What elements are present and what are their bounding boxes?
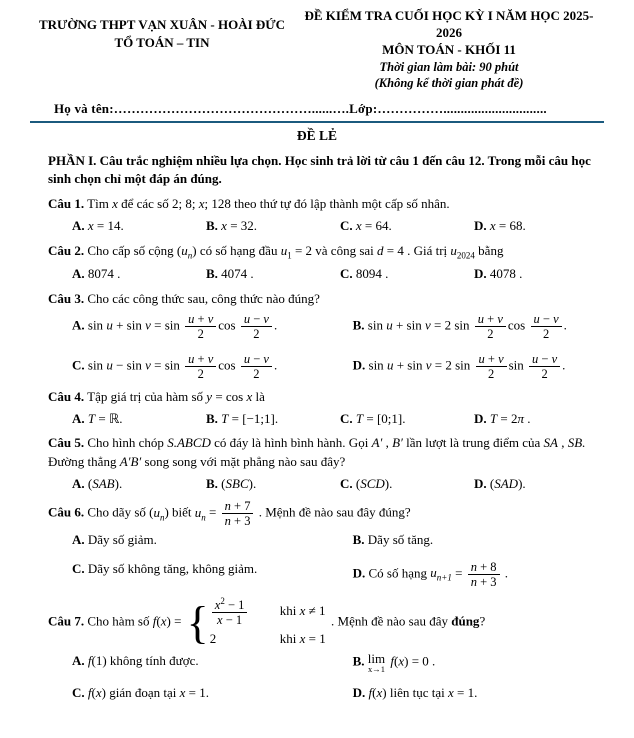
- option-letter: D.: [352, 565, 366, 581]
- math-variable: $u_1$: [280, 242, 292, 261]
- exam-note: (Không kể thời gian phát đề): [374, 75, 524, 90]
- fraction: [531, 312, 562, 341]
- fraction: [241, 352, 272, 381]
- option-A: A. (SAB).: [72, 475, 123, 491]
- part1-heading: PHẦN I. Câu trắc nghiệm nhiều lựa chọn. Học sinh trả lời từ câu 1 đến câu 12. Trong mỗi câu học sinh chọn chỉ một đáp án đúng.: [48, 152, 591, 187]
- option-D: D. x = 68.: [474, 218, 526, 234]
- fraction: [468, 560, 500, 589]
- case-row: 2 khi x = 1: [209, 631, 326, 647]
- option-B: B. sin u + sin v = 2 sin $\frac{u + v}{2}$ cos $\frac{u - v}{2}$ .: [352, 311, 567, 341]
- denominator: 2: [253, 326, 260, 341]
- option-letter: B.: [206, 218, 218, 234]
- option-D: D. T = 2π .: [474, 410, 531, 426]
- option-B: B. (SBC).: [206, 475, 257, 491]
- option-A: A. sin u + sin v = sin $\frac{u + v}{2}$ cos $\frac{u - v}{2}$ .: [72, 311, 278, 341]
- option-C: C. f(x) gián đoạn tại x = 1.: [72, 685, 209, 701]
- option-D: D. 4078 .: [474, 266, 523, 282]
- option-letter: B.: [352, 532, 365, 548]
- option-letter: B.: [352, 653, 365, 669]
- numerator: u + v: [475, 312, 506, 327]
- question-stem: Câu 2. Cho cấp số cộng $(u_n)$ có số hạng đầu $u_1 = 2$ và công sai d = 4 . Giá trị $u_{2024}$ bằng: [48, 242, 504, 261]
- option-letter: D.: [352, 685, 366, 701]
- fraction: [185, 352, 216, 381]
- numerator: u + v: [185, 312, 216, 327]
- math-variable: $u_{n+1}$: [430, 565, 452, 583]
- option-letter: A.: [72, 317, 85, 333]
- option-letter: C.: [72, 560, 85, 576]
- options-row: [48, 217, 604, 235]
- option-D: D. f(x) liên tục tại x = 1.: [352, 685, 478, 701]
- options-row: [48, 265, 604, 283]
- divider-line: [30, 121, 604, 123]
- question-stem: Câu 7. Cho hàm số f(x) = { $\frac{x^2 - 1}{x - 1}$ khi x ≠ 1 2 khi x = 1 . Mệnh đề nào sau đây đúng?: [48, 595, 486, 648]
- option-A: A. Dãy số giảm.: [72, 532, 157, 548]
- option-A: A. T = ℝ.: [72, 410, 123, 426]
- math-variable: $x^2$: [214, 595, 225, 613]
- option-D: D. Có số hạng $u_{n+1}$ = $\frac{n + 8}{n + 3}$ .: [352, 559, 508, 589]
- denominator: 2: [541, 366, 548, 381]
- numerator: u + v: [476, 352, 507, 367]
- question-3: [48, 290, 604, 381]
- question-2: [48, 242, 604, 283]
- question-stem: Câu 3. Cho các công thức sau, công thức nào đúng?: [48, 290, 320, 306]
- question-number: Câu 7.: [48, 613, 85, 629]
- option-D: D. sin u + sin v = 2 sin $\frac{u + v}{2}$ sin $\frac{u - v}{2}$ .: [352, 351, 566, 381]
- question-1: [48, 195, 604, 234]
- denominator: 2: [542, 326, 550, 341]
- option-C: C. (SCD).: [340, 475, 393, 491]
- option-letter: D.: [474, 475, 487, 491]
- question-number: Câu 3.: [48, 290, 85, 306]
- option-letter: C.: [340, 266, 353, 282]
- question-stem: Câu 1. Tìm x để các số 2; 8; x; 128 theo thứ tự đó lập thành một cấp số nhân.: [48, 196, 450, 212]
- option-letter: A.: [72, 475, 85, 491]
- fraction: [529, 352, 560, 381]
- question-6: [48, 499, 604, 589]
- option-B: B. 4074 .: [206, 266, 254, 282]
- school-name: TRƯỜNG THPT VẠN XUÂN - HOÀI ĐỨC: [38, 17, 286, 32]
- exam-subject: MÔN TOÁN - KHỐI 11: [382, 41, 516, 57]
- option-letter: A.: [72, 266, 85, 282]
- denominator: 2: [197, 366, 204, 381]
- question-number: Câu 6.: [48, 504, 85, 520]
- option-letter: A.: [72, 532, 85, 548]
- option-letter: A.: [72, 218, 85, 234]
- case-row: $\frac{x^2 - 1}{x - 1}$ khi x ≠ 1: [210, 596, 326, 627]
- numerator: n + 7: [222, 499, 254, 514]
- question-stem: Câu 4. Tập giá trị của hàm số y = cos x là: [48, 388, 265, 404]
- option-letter: B.: [206, 266, 218, 282]
- question-number: Câu 1.: [48, 196, 85, 212]
- option-A: A. 8074 .: [72, 266, 121, 282]
- option-A: A. x = 14.: [72, 218, 124, 234]
- question-number: Câu 2.: [48, 242, 85, 258]
- numerator: u + v: [185, 352, 216, 367]
- math-variable: $u_{2024}$: [450, 242, 475, 261]
- exam-title: ĐỀ KIỂM TRA CUỐI HỌC KỲ I NĂM HỌC 2025-2026: [304, 8, 594, 40]
- option-letter: A.: [72, 410, 85, 426]
- option-letter: C.: [340, 410, 353, 426]
- denominator: n + 3: [470, 574, 497, 589]
- option-C: C. T = [0;1].: [340, 410, 406, 426]
- fraction: [222, 499, 254, 528]
- department-name: TỔ TOÁN – TIN: [114, 34, 210, 50]
- option-letter: B.: [352, 317, 365, 333]
- denominator: 2: [487, 326, 494, 341]
- option-C: C. x = 64.: [340, 218, 392, 234]
- question-stem: Câu 5. Cho hình chóp S.ABCD có đáy là hình bình hành. Gọi A′ , B′ lần lượt là trung điểm của SA , SB. Đường thẳng A′B′ song song với mặt phẳng nào sau đây?: [48, 435, 586, 469]
- numerator: $x^2 - 1$: [212, 596, 248, 613]
- question-number: Câu 5.: [48, 435, 85, 451]
- question-number: Câu 4.: [48, 388, 85, 404]
- math-variable: $u_n$: [153, 504, 165, 523]
- options-row: [48, 410, 604, 428]
- fraction: [212, 596, 248, 627]
- option-letter: B.: [206, 410, 218, 426]
- denominator: 2: [197, 326, 204, 341]
- cases-brace: {: [186, 596, 209, 648]
- option-letter: C.: [72, 685, 85, 701]
- options-row: [48, 312, 604, 381]
- option-letter: B.: [206, 475, 218, 491]
- page-header: [30, 8, 604, 91]
- numerator: u − v: [529, 352, 560, 367]
- option-B: B. Dãy số tăng.: [352, 532, 434, 548]
- numerator: n + 8: [468, 560, 500, 575]
- fraction: [185, 312, 216, 341]
- exam-duration: Thời gian làm bài: 90 phút: [379, 59, 519, 74]
- option-letter: C.: [72, 357, 85, 373]
- piecewise-cases: [187, 596, 326, 649]
- math-variable: $u_n$: [194, 504, 206, 523]
- school-block: [30, 8, 294, 91]
- questions-container: [30, 195, 604, 702]
- fraction: [475, 312, 506, 341]
- exam-info-block: [294, 8, 604, 91]
- limit-notation: lim x→1: [367, 650, 386, 674]
- math-variable: $u_n$: [181, 242, 193, 261]
- option-B: B. x = 32.: [206, 218, 258, 234]
- option-B: B. T = [−1;1].: [206, 410, 279, 426]
- numerator: u − v: [531, 312, 562, 327]
- numerator: u − v: [241, 352, 272, 367]
- fraction: [476, 352, 507, 381]
- option-D: D. (SAD).: [474, 475, 526, 491]
- denominator: 2: [253, 366, 260, 381]
- denominator: n + 3: [224, 514, 251, 529]
- option-letter: D.: [474, 266, 487, 282]
- option-letter: D.: [352, 357, 366, 373]
- question-4: [48, 388, 604, 427]
- option-C: C. Dãy số không tăng, không giảm.: [72, 560, 258, 576]
- options-row: [48, 475, 604, 493]
- question-stem: Câu 6. Cho dãy số $(u_n)$ biết $u_n$ = $\frac{n + 7}{n + 3}$ . Mệnh đề nào sau đây đúng?: [48, 499, 411, 529]
- numerator: u − v: [241, 312, 272, 327]
- options-row: [48, 652, 604, 702]
- option-letter: C.: [340, 475, 353, 491]
- exam-variant-title: ĐỀ LẺ: [296, 127, 338, 143]
- fraction: [241, 312, 272, 341]
- options-row: [48, 531, 604, 589]
- denominator: 2: [487, 366, 495, 381]
- student-name-line: Họ và tên:………………………………………......….Lớp:……………..............................: [54, 101, 547, 117]
- option-A: A. f(1) không tính được.: [72, 652, 199, 668]
- question-7: [48, 596, 604, 702]
- denominator: x − 1: [217, 613, 243, 628]
- option-C: C. 8094 .: [340, 266, 389, 282]
- option-letter: D.: [474, 410, 487, 426]
- option-letter: D.: [474, 218, 487, 234]
- option-B: B. lim x→1 f(x) = 0 .: [352, 650, 436, 674]
- question-5: [48, 434, 604, 492]
- option-letter: A.: [72, 652, 85, 668]
- option-C: C. sin u − sin v = sin $\frac{u + v}{2}$ cos $\frac{u - v}{2}$ .: [72, 351, 278, 381]
- option-letter: C.: [340, 218, 353, 234]
